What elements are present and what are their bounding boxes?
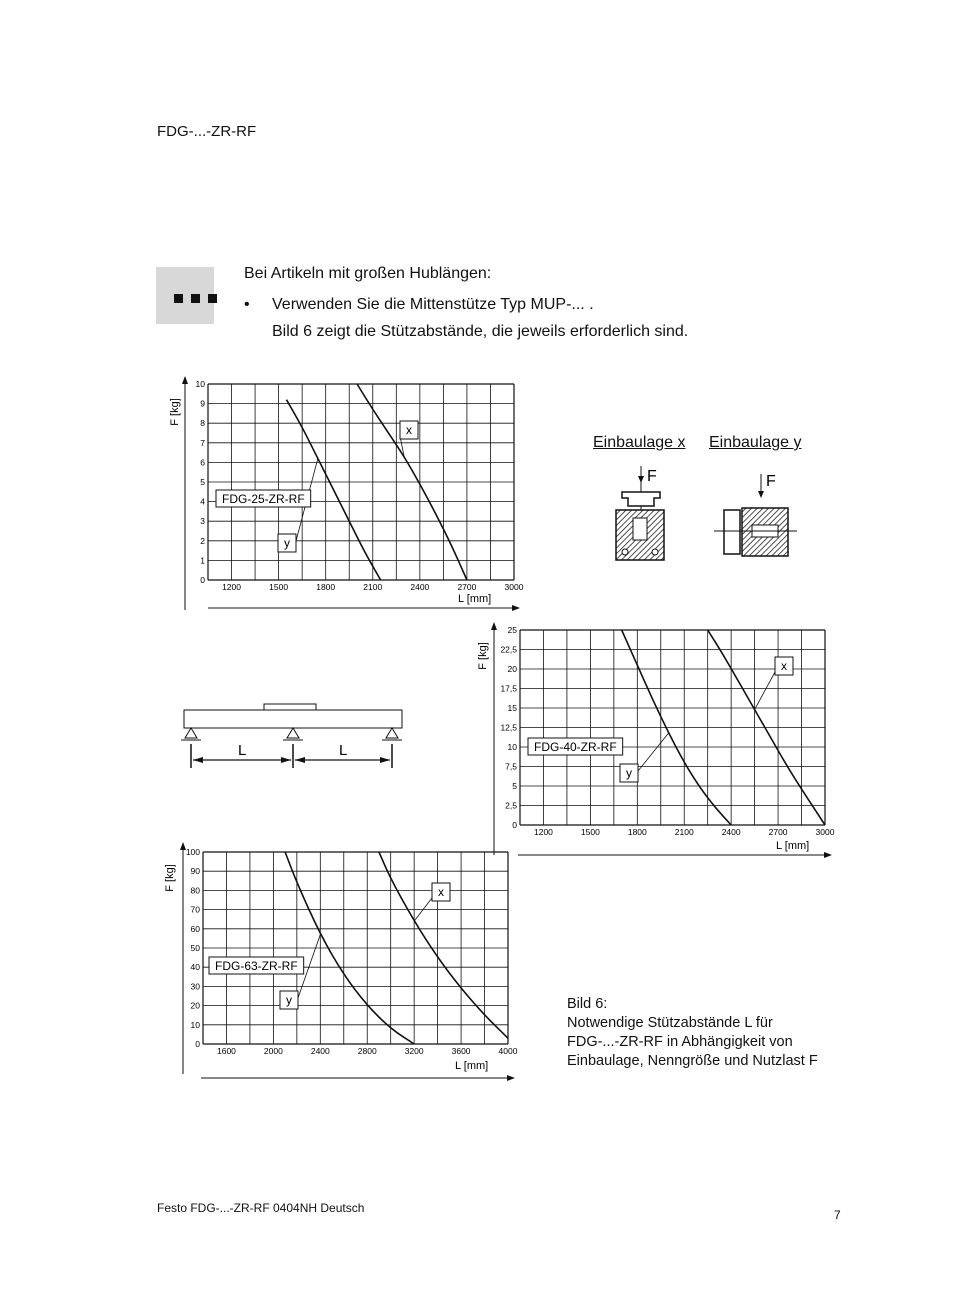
mounting-x-profile-drawing: [600, 462, 680, 566]
x-tick-label: 1500: [269, 582, 289, 592]
y-tick-label: 5: [200, 477, 205, 487]
y-tick-label: 17,5: [500, 683, 517, 694]
y-tick-label: 2: [200, 535, 205, 546]
y-tick-label: 22,5: [500, 644, 517, 655]
y-tick-label: 10: [190, 1019, 200, 1030]
page-number: 7: [834, 1208, 841, 1222]
y-tick-label: 30: [190, 981, 200, 992]
x-tick-label: 2400: [310, 1046, 330, 1056]
mounting-x-label: Einbaulage x: [593, 434, 686, 451]
span-label-right: L: [339, 742, 348, 759]
x-tick-label: 2100: [674, 827, 694, 837]
x-tick-label: 2400: [410, 582, 430, 592]
y-tick-label: 0: [195, 1039, 200, 1049]
x-tick-label: 2800: [357, 1046, 377, 1056]
note-bullet-line-2: Bild 6 zeigt die Stützabstände, die jeweils erforderlich sind.: [272, 323, 689, 340]
x-tick-label: 3000: [815, 827, 835, 837]
y-tick-label: 70: [190, 904, 200, 915]
y-tick-label: 20: [190, 1000, 200, 1011]
y-axis-label: F [kg]: [164, 864, 176, 892]
x-tick-label: 1600: [217, 1046, 236, 1056]
note-bullet-line-1: Verwenden Sie die Mittenstütze Typ MUP-... .: [272, 296, 594, 313]
mounting-y-profile-drawing: [712, 468, 802, 564]
x-axis-label: L [mm]: [776, 840, 810, 852]
y-axis-arrowhead: [491, 622, 497, 630]
y-tick-label: 10: [507, 742, 517, 752]
y-tick-label: 2,5: [505, 800, 517, 811]
y-tick-label: 0: [200, 575, 205, 585]
y-tick-label: 60: [190, 923, 200, 934]
chart-title: FDG-25-ZR-RF: [222, 492, 305, 506]
x-axis-label: L [mm]: [455, 1060, 489, 1072]
chart-fdg-40: [470, 618, 850, 863]
series-label-x: x: [438, 885, 444, 899]
y-tick-label: 3: [200, 516, 205, 527]
force-label-x: F: [647, 468, 657, 485]
x-tick-label: 1800: [316, 582, 336, 592]
x-tick-label: 1500: [580, 827, 600, 837]
y-tick-label: 20: [507, 664, 517, 674]
x-tick-label: 3200: [404, 1046, 424, 1056]
x-tick-label: 3600: [451, 1046, 471, 1056]
note-lead-text: Bei Artikeln mit großen Hublängen:: [244, 265, 492, 282]
chart-fdg-25: [160, 372, 540, 617]
footer-text: Festo FDG-...-ZR-RF 0404NH Deutsch: [157, 1201, 365, 1215]
x-tick-label: 2000: [263, 1046, 283, 1056]
mounting-y-label: Einbaulage y: [709, 434, 802, 451]
series-label-y: y: [284, 536, 290, 550]
x-tick-label: 3000: [504, 582, 524, 592]
y-tick-label: 7: [200, 437, 205, 448]
x-axis-arrowhead: [512, 605, 520, 611]
x-tick-label: 4000: [498, 1046, 518, 1056]
y-tick-label: 90: [190, 866, 200, 877]
chart-title: FDG-63-ZR-RF: [215, 959, 298, 973]
chart-title: FDG-40-ZR-RF: [534, 740, 617, 754]
series-label-x: x: [406, 423, 412, 437]
series-label-y: y: [626, 766, 632, 780]
note-icon: [156, 267, 214, 324]
y-tick-label: 10: [195, 379, 205, 389]
x-tick-label: 1200: [534, 827, 553, 837]
x-tick-label: 2100: [363, 582, 383, 592]
x-axis-arrowhead: [507, 1075, 515, 1081]
y-tick-label: 7,5: [505, 761, 517, 772]
leader-line-x: [755, 672, 775, 710]
x-tick-label: 2400: [721, 827, 741, 837]
y-tick-label: 8: [200, 418, 205, 429]
document-header-title: FDG-...-ZR-RF: [157, 123, 257, 140]
x-tick-label: 2700: [457, 582, 477, 592]
figure-caption-line-3: FDG-...-ZR-RF in Abhängigkeit von: [567, 1034, 793, 1050]
y-tick-label: 100: [185, 847, 200, 857]
y-axis-arrowhead: [182, 376, 188, 384]
y-tick-label: 1: [200, 555, 205, 566]
force-label-y: F: [766, 473, 776, 490]
y-tick-label: 15: [507, 703, 517, 713]
y-tick-label: 9: [200, 398, 205, 409]
x-tick-label: 1200: [222, 582, 241, 592]
y-axis-label: F [kg]: [169, 398, 181, 426]
y-tick-label: 80: [190, 885, 200, 896]
y-tick-label: 4: [200, 496, 205, 507]
x-tick-label: 1800: [627, 827, 647, 837]
y-tick-label: 40: [190, 962, 200, 973]
y-axis-label: F [kg]: [477, 642, 489, 670]
beam-support-diagram: [178, 700, 410, 774]
y-tick-label: 0: [512, 820, 517, 830]
curve-x: [379, 852, 508, 1038]
x-axis-arrowhead: [824, 852, 832, 858]
y-tick-label: 5: [512, 781, 517, 791]
y-tick-label: 12,5: [500, 722, 517, 733]
figure-caption-line-4: Einbaulage, Nenngröße und Nutzlast F: [567, 1053, 818, 1069]
figure-caption-line-2: Notwendige Stützabstände L für: [567, 1015, 773, 1031]
series-label-x: x: [781, 659, 787, 673]
leader-line-y: [638, 733, 669, 771]
series-label-y: y: [286, 993, 292, 1007]
y-tick-label: 25: [507, 625, 517, 635]
x-axis-label: L [mm]: [458, 593, 492, 605]
y-tick-label: 50: [190, 943, 200, 953]
span-label-left: L: [238, 742, 247, 759]
y-tick-label: 6: [200, 457, 205, 468]
x-tick-label: 2700: [768, 827, 788, 837]
bullet-point: •: [244, 296, 250, 313]
figure-caption-number: Bild 6:: [567, 996, 608, 1012]
chart-fdg-63: [155, 838, 525, 1088]
